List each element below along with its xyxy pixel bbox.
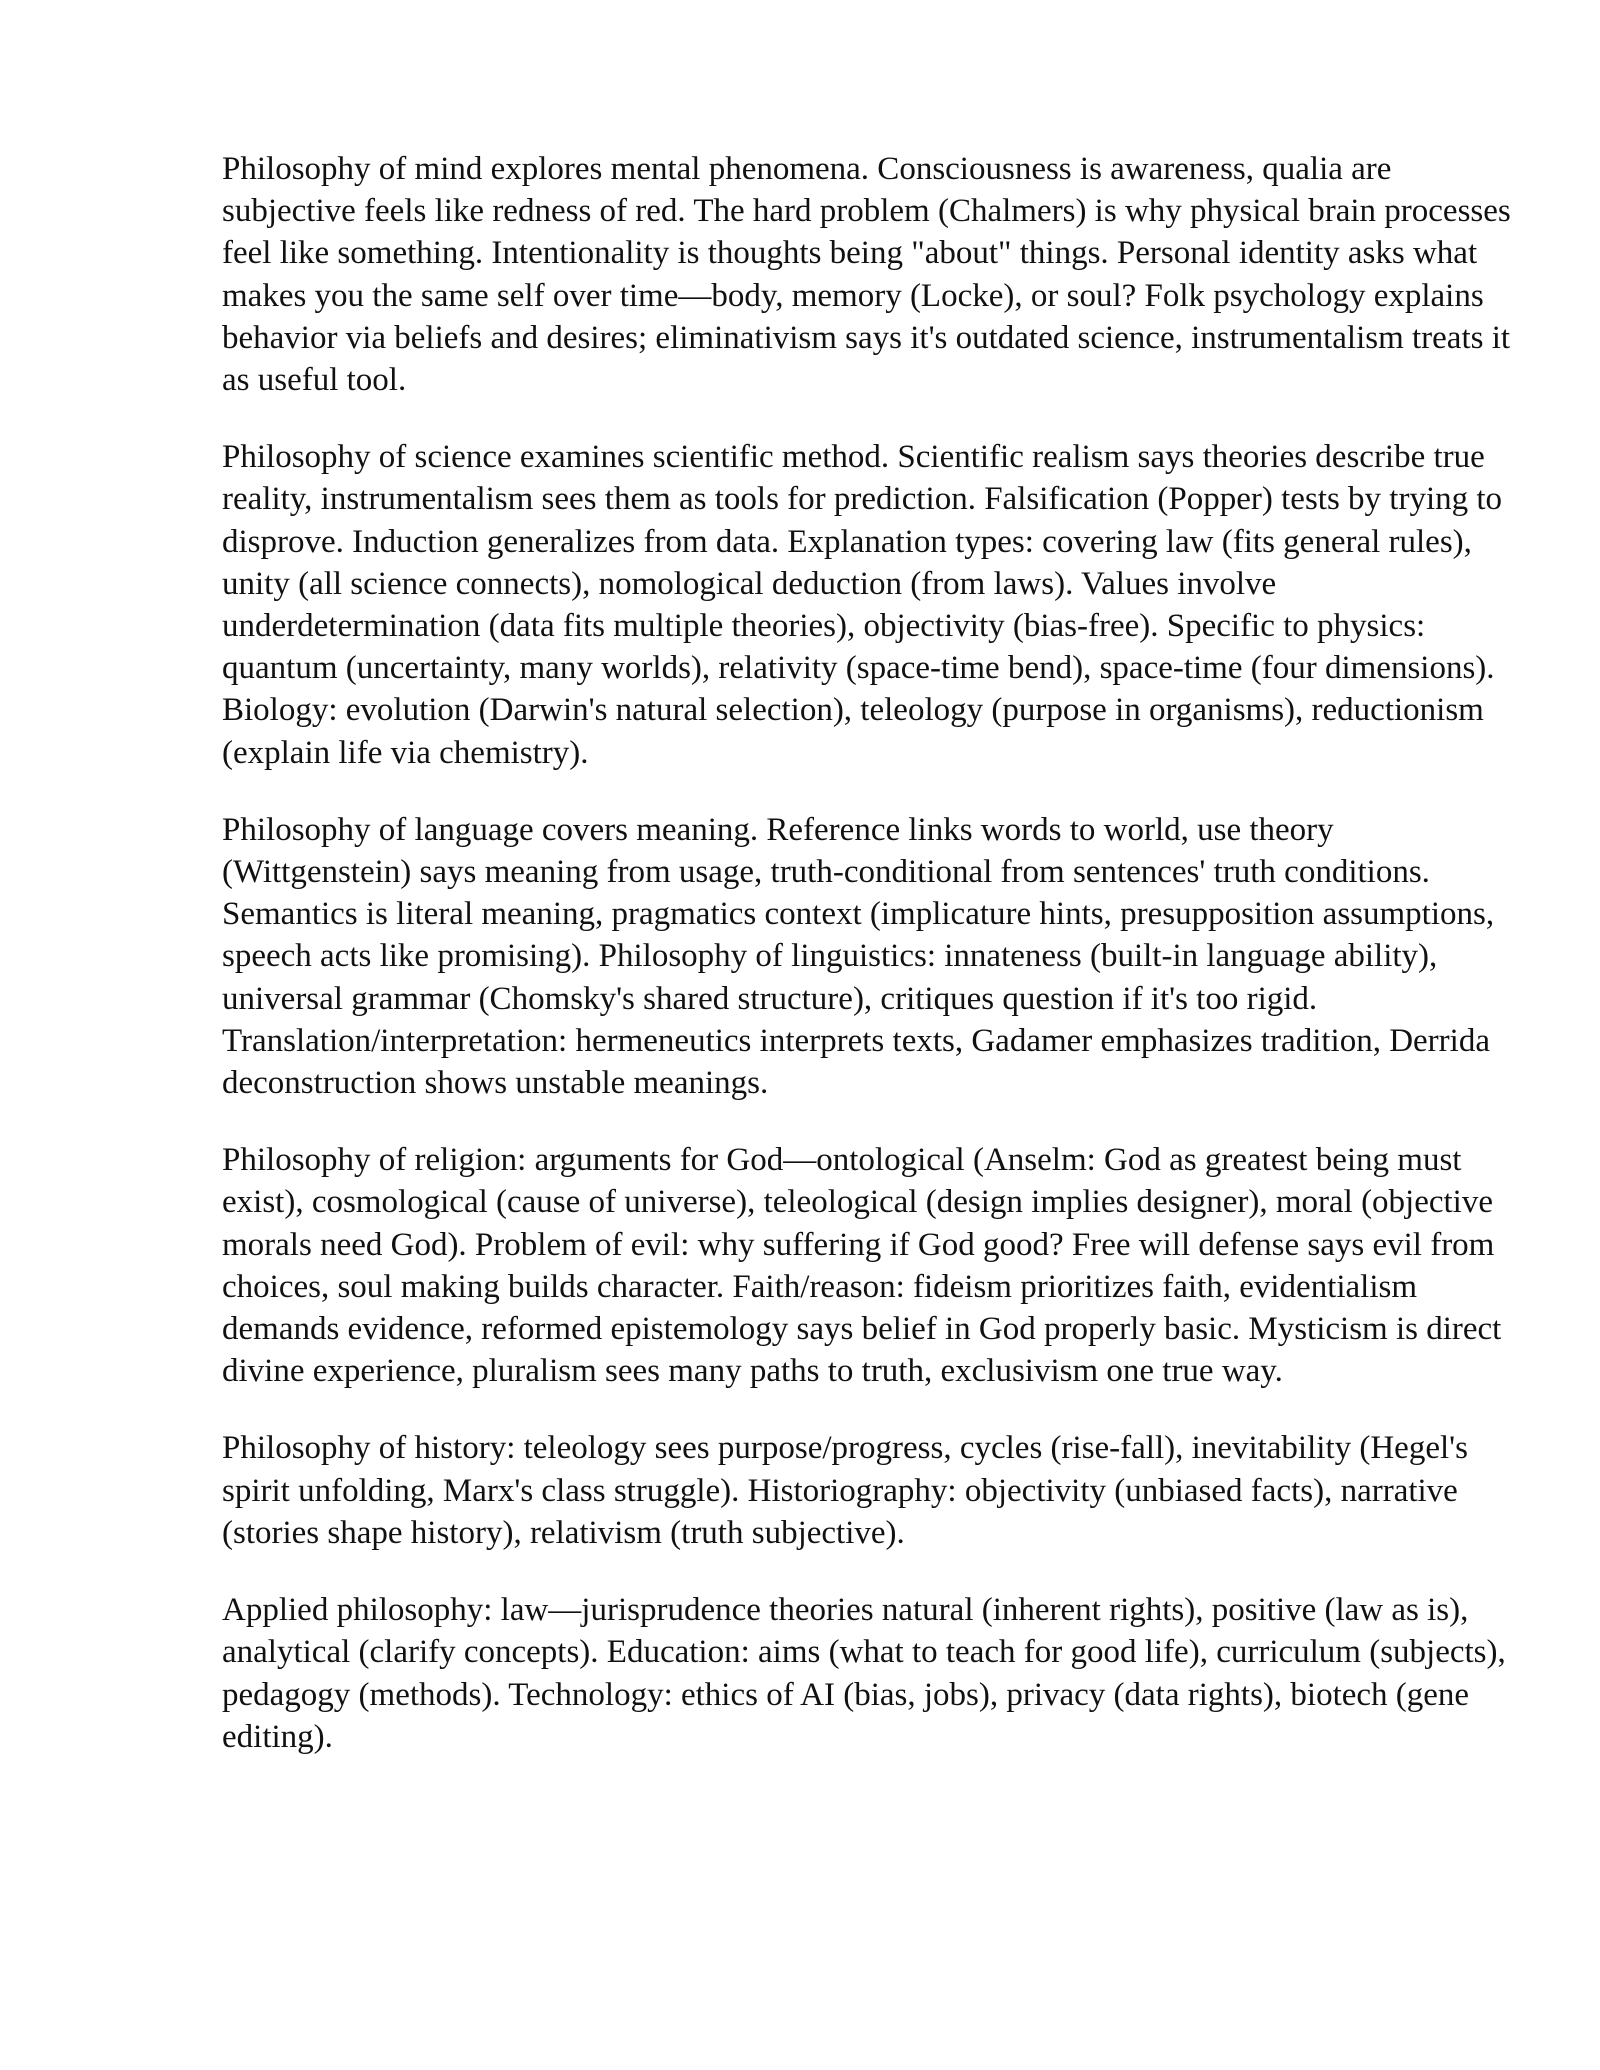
paragraph-philosophy-of-history: Philosophy of history: teleology sees purpose/progress, cycles (rise-fall), inevitability (Hegel's spirit unfolding, Marx's class struggle). Historiography: objectivity (unbiased facts), narrative (stories shape history), relativism (truth subjective). <box>222 1430 1468 1551</box>
paragraph-philosophy-of-mind: Philosophy of mind explores mental phenomena. Consciousness is awareness, qualia are subjective feels like redness of red. The hard problem (Chalmers) is why physical brain processes feel like something. Intentionality is thoughts being "about" things. Personal identity asks what makes you the same self over time—body, memory (Locke), or soul? Folk psychology explains behavior via beliefs and desires; eliminativism says it's outdated science, instrumentalism treats it as useful tool. <box>222 151 1511 399</box>
document-body <box>222 148 1512 1793</box>
paragraph-philosophy-of-religion: Philosophy of religion: arguments for God—ontological (Anselm: God as greatest being must exist), cosmological (cause of universe), teleological (design implies designer), moral (objective morals need God). Problem of evil: why suffering if God good? Free will defense says evil from choices, soul making builds character. Faith/reason: fideism prioritizes faith, evidentialism demands evidence, reformed epistemology says belief in God properly basic. Mysticism is direct divine experience, pluralism sees many paths to truth, exclusivism one true way. <box>222 1142 1502 1390</box>
paragraph-philosophy-of-language: Philosophy of language covers meaning. Reference links words to world, use theory (Wittgenstein) says meaning from usage, truth-conditional from sentences' truth conditions. Semantics is literal meaning, pragmatics context (implicature hints, presupposition assumptions, speech acts like promising). Philosophy of linguistics: innateness (built-in language ability), universal grammar (Chomsky's shared structure), critiques question if it's too rigid. Translation/interpretation: hermeneutics interprets texts, Gadamer emphasizes tradition, Derrida deconstruction shows unstable meanings. <box>222 811 1495 1102</box>
paragraph-philosophy-of-science: Philosophy of science examines scientific method. Scientific realism says theories describe true reality, instrumentalism sees them as tools for prediction. Falsification (Popper) tests by trying to disprove. Induction generalizes from data. Explanation types: covering law (fits general rules), unity (all science connects), nomological deduction (from laws). Values involve underdetermination (data fits multiple theories), objectivity (bias-free). Specific to physics: quantum (uncertainty, many worlds), relativity (space-time bend), space-time (four dimensions). Biology: evolution (Darwin's natural selection), teleology (purpose in organisms), reductionism (explain life via chemistry). <box>222 439 1503 771</box>
paragraph-applied-philosophy: Applied philosophy: law—jurisprudence theories natural (inherent rights), positive (law as is), analytical (clarify concepts). Education: aims (what to teach for good life), curriculum (subjects), pedagogy (methods). Technology: ethics of AI (bias, jobs), privacy (data rights), biotech (gene editing). <box>222 1592 1506 1755</box>
